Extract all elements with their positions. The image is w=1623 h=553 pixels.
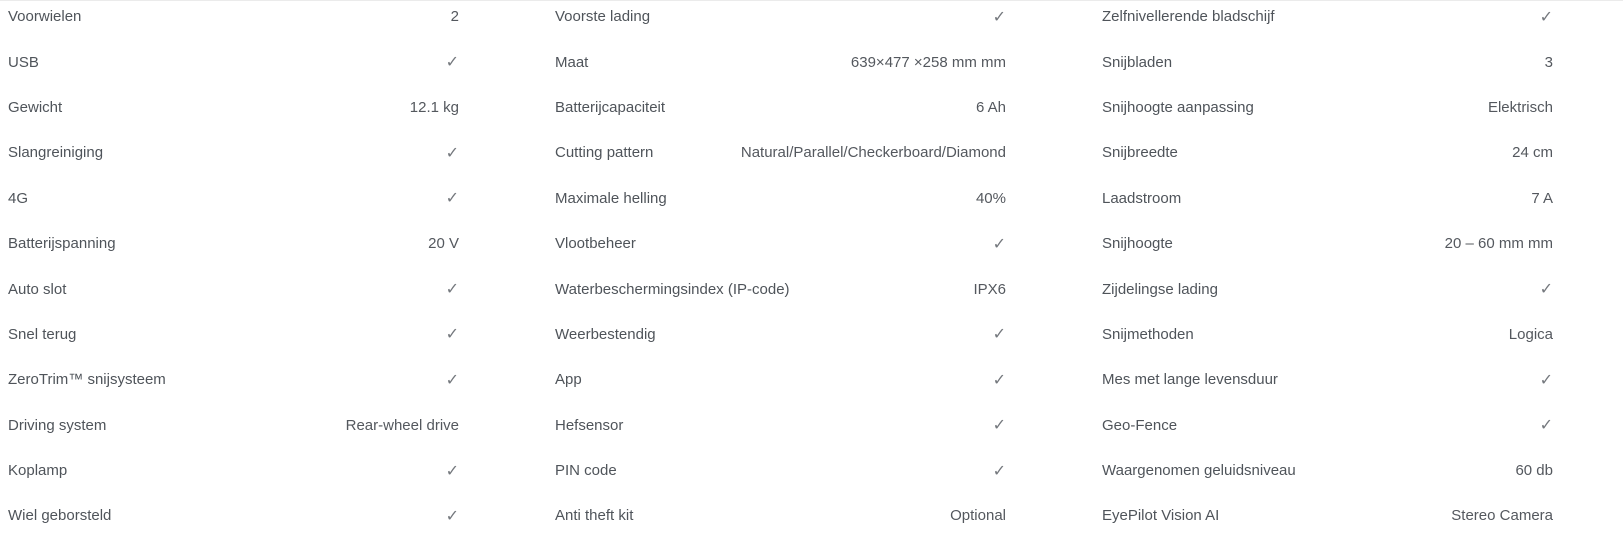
spec-row	[8, 176, 459, 221]
check-icon: ✓	[445, 144, 459, 162]
spec-row	[8, 0, 459, 39]
spec-label: Zijdelingse lading	[1102, 280, 1218, 298]
check-icon: ✓	[445, 281, 459, 299]
spec-row	[8, 39, 459, 84]
spec-label: Mes met lange levensduur	[1102, 371, 1278, 389]
check-icon: ✓	[445, 326, 459, 344]
spec-row	[555, 493, 1006, 538]
spec-label: Batterijspanning	[8, 235, 116, 253]
spec-value: 40%	[975, 189, 1006, 207]
spec-row	[555, 85, 1006, 130]
spec-label: Maximale helling	[555, 189, 667, 207]
spec-label: Laadstroom	[1102, 189, 1182, 207]
spec-row	[8, 312, 459, 357]
spec-value: IPX6	[973, 280, 1006, 298]
spec-label: Snijbladen	[1102, 53, 1173, 71]
spec-label: USB	[8, 53, 39, 71]
check-icon: ✓	[992, 326, 1006, 344]
spec-label: Cutting pattern	[555, 144, 654, 162]
spec-row	[1102, 176, 1553, 221]
spec-row	[1102, 0, 1553, 39]
spec-label: Zelfnivellerende bladschijf	[1102, 8, 1275, 26]
spec-value: 3	[1544, 53, 1553, 71]
spec-value: Rear-wheel drive	[345, 416, 459, 434]
spec-label: Anti theft kit	[555, 507, 634, 525]
spec-value: Natural/Parallel/Checkerboard/Diamond	[740, 144, 1006, 162]
spec-label: Snijmethoden	[1102, 325, 1194, 343]
spec-value: Logica	[1508, 325, 1553, 343]
spec-value: 24 cm	[1512, 144, 1553, 162]
check-icon: ✓	[1539, 281, 1553, 299]
spec-row	[1102, 130, 1553, 175]
spec-label: Snel terug	[8, 325, 77, 343]
spec-label: App	[555, 371, 582, 389]
spec-row	[1102, 85, 1553, 130]
spec-label: Hefsensor	[555, 416, 624, 434]
spec-label: 4G	[8, 189, 29, 207]
spec-label: PIN code	[555, 462, 617, 480]
spec-label: Snijbreedte	[1102, 144, 1178, 162]
spec-label: Voorwielen	[8, 8, 82, 26]
spec-value: Stereo Camera	[1451, 507, 1553, 525]
spec-row	[1102, 266, 1553, 311]
spec-row	[1102, 312, 1553, 357]
spec-label: Voorste lading	[555, 8, 651, 26]
spec-label: Wiel geborsteld	[8, 507, 112, 525]
spec-row	[8, 130, 459, 175]
spec-value: Elektrisch	[1487, 98, 1553, 116]
spec-row	[8, 403, 459, 448]
check-icon: ✓	[445, 190, 459, 208]
check-icon: ✓	[992, 417, 1006, 435]
spec-row	[555, 39, 1006, 84]
spec-value: 20 V	[428, 235, 459, 253]
check-icon: ✓	[992, 235, 1006, 253]
spec-value: 12.1 kg	[409, 98, 459, 116]
spec-value: 7 A	[1531, 189, 1553, 207]
spec-label: Gewicht	[8, 98, 63, 116]
check-icon: ✓	[445, 462, 459, 480]
spec-value: 639×477 ×258 mm mm	[850, 53, 1006, 71]
spec-label: Batterijcapaciteit	[555, 98, 666, 116]
check-icon: ✓	[1539, 417, 1553, 435]
spec-label: Waterbeschermingsindex (IP-code)	[555, 280, 790, 298]
spec-label: Vlootbeheer	[555, 235, 636, 253]
spec-label: Koplamp	[8, 462, 68, 480]
spec-column-2	[555, 0, 1006, 539]
spec-row	[555, 357, 1006, 402]
spec-row	[555, 176, 1006, 221]
spec-label: Driving system	[8, 416, 107, 434]
spec-value: 2	[450, 8, 459, 26]
check-icon: ✓	[1539, 8, 1553, 26]
spec-row	[1102, 493, 1553, 538]
spec-label: Geo-Fence	[1102, 416, 1178, 434]
spec-row	[555, 130, 1006, 175]
spec-value: 60 db	[1515, 462, 1553, 480]
check-icon: ✓	[1539, 371, 1553, 389]
spec-label: Snijhoogte aanpassing	[1102, 98, 1254, 116]
spec-label: Snijhoogte	[1102, 235, 1173, 253]
spec-label: EyePilot Vision AI	[1102, 507, 1220, 525]
spec-label: Auto slot	[8, 280, 67, 298]
spec-row	[8, 266, 459, 311]
spec-label: Weerbestendig	[555, 325, 656, 343]
check-icon: ✓	[992, 371, 1006, 389]
spec-value: 6 Ah	[975, 98, 1006, 116]
check-icon: ✓	[445, 54, 459, 72]
check-icon: ✓	[445, 507, 459, 525]
spec-column-3	[1102, 0, 1553, 539]
spec-label: ZeroTrim™ snijsysteem	[8, 371, 166, 389]
spec-row	[8, 85, 459, 130]
check-icon: ✓	[992, 8, 1006, 26]
spec-label: Maat	[555, 53, 589, 71]
spec-row	[1102, 448, 1553, 493]
spec-row	[555, 266, 1006, 311]
spec-column-1	[8, 0, 459, 539]
spec-row	[555, 221, 1006, 266]
spec-row	[1102, 39, 1553, 84]
spec-row	[8, 493, 459, 538]
spec-row	[8, 221, 459, 266]
check-icon: ✓	[445, 371, 459, 389]
spec-label: Slangreiniging	[8, 144, 104, 162]
spec-label: Waargenomen geluidsniveau	[1102, 462, 1296, 480]
spec-row	[1102, 357, 1553, 402]
spec-row	[555, 312, 1006, 357]
spec-row	[1102, 403, 1553, 448]
spec-value: 20 – 60 mm mm	[1444, 235, 1553, 253]
spec-row	[1102, 221, 1553, 266]
spec-row	[8, 357, 459, 402]
spec-row	[555, 0, 1006, 39]
spec-value: Optional	[950, 507, 1006, 525]
spec-row	[555, 448, 1006, 493]
check-icon: ✓	[992, 462, 1006, 480]
spec-row	[555, 403, 1006, 448]
spec-row	[8, 448, 459, 493]
